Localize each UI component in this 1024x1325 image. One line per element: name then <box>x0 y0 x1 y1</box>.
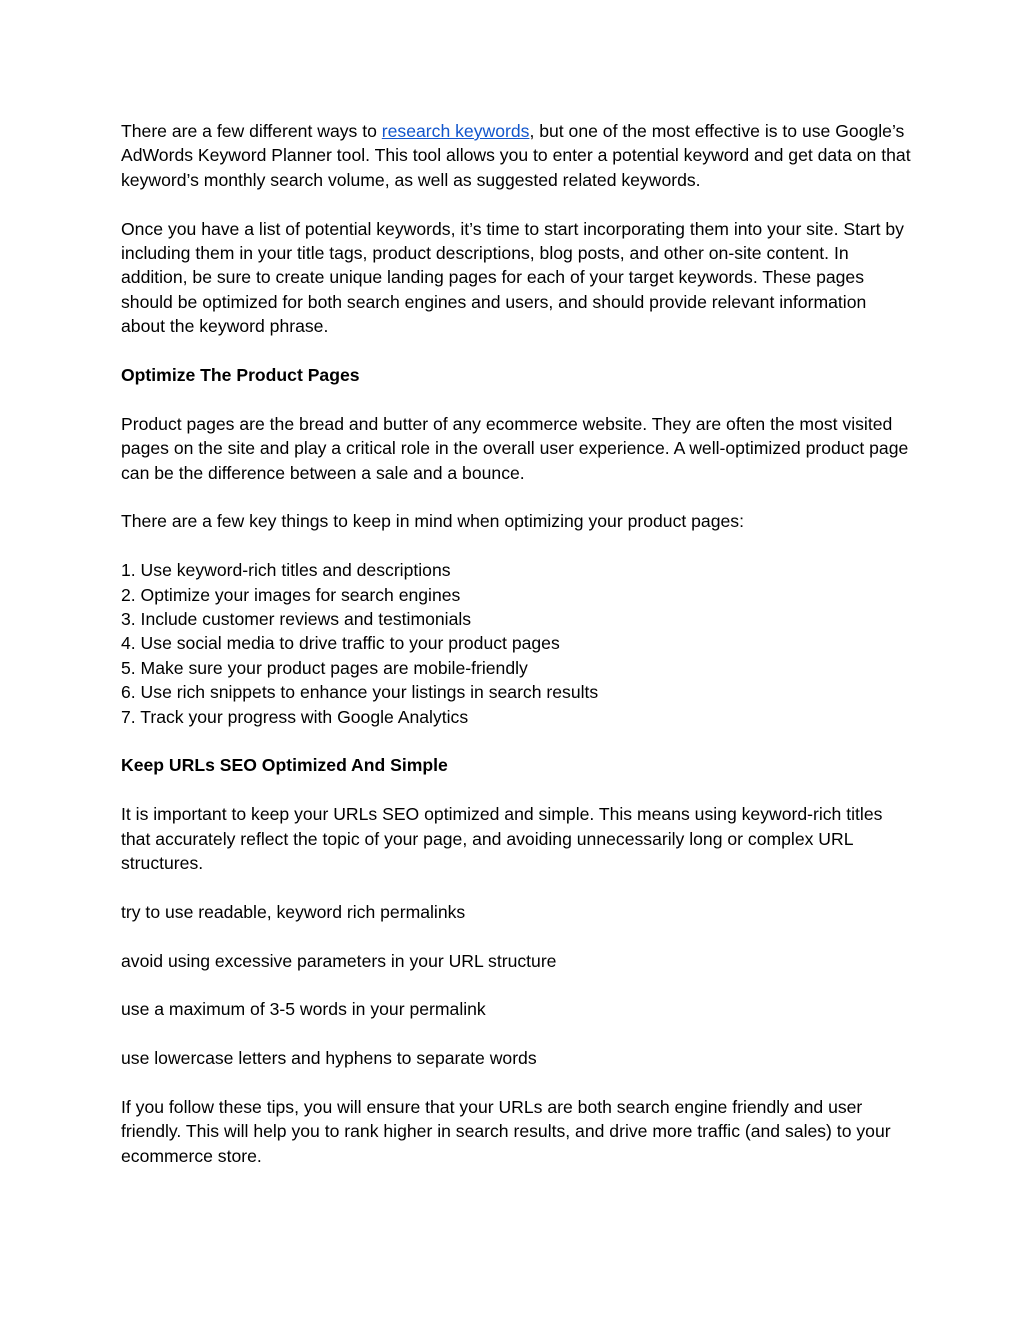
intro-paragraph <box>121 119 911 192</box>
urls-paragraph: It is important to keep your URLs SEO optimized and simple. This means using keyword-rich titles that accurately reflect the topic of your page, and avoiding unnecessarily long or complex URL structures. <box>121 804 883 874</box>
list-item: 6. Use rich snippets to enhance your listings in search results <box>121 682 599 703</box>
key-things-paragraph: There are a few key things to keep in mind when optimizing your product pages: <box>121 511 744 532</box>
tip-avoid-parameters: avoid using excessive parameters in your URL structure <box>121 950 557 971</box>
numbered-list <box>121 558 911 729</box>
list-item: 1. Use keyword-rich titles and descriptions <box>121 560 451 581</box>
list-item: 2. Optimize your images for search engines <box>121 584 461 605</box>
intro-text-after-link: , but one of the most effective is to use Google’s AdWords Keyword Planner tool. This tool allows you to enter a potential keyword and get data on that keyword’s monthly search volume, as well as suggested related keywords. <box>121 121 911 190</box>
closing-paragraph: If you follow these tips, you will ensure that your URLs are both search engine friendly and user friendly. This will help you to rank higher in search results, and drive more traffic (and sales) to your ecommerce store. <box>121 1097 891 1166</box>
research-keywords-link[interactable]: research keywords <box>381 121 530 141</box>
document-page <box>121 119 911 1168</box>
tip-max-words: use a maximum of 3-5 words in your permalink <box>121 999 486 1020</box>
list-item: 4. Use social media to drive traffic to your product pages <box>121 633 560 654</box>
product-pages-paragraph: Product pages are the bread and butter of any ecommerce website. They are often the most visited pages on the site and play a critical role in the overall user experience. A well-optimized product page can be the difference between a sale and a bounce. <box>121 413 909 483</box>
list-item: 3. Include customer reviews and testimonials <box>121 609 472 630</box>
keywords-paragraph: Once you have a list of potential keywords, it’s time to start incorporating them into your site. Start by including them in your title tags, product descriptions, blog posts, and other on-site content. In addition, be sure to create unique landing pages for each of your target keywords. These pages should be optimized for both search engines and users, and should provide relevant information about the keyword phrase. <box>121 218 904 337</box>
section-heading-product-pages: Optimize The Product Pages <box>121 365 360 386</box>
section-heading-urls: Keep URLs SEO Optimized And Simple <box>121 755 448 776</box>
list-item: 5. Make sure your product pages are mobile-friendly <box>121 657 528 678</box>
tip-lowercase-hyphens: use lowercase letters and hyphens to separate words <box>121 1048 537 1069</box>
list-item: 7. Track your progress with Google Analytics <box>121 706 469 727</box>
tip-readable-permalinks: try to use readable, keyword rich permalinks <box>121 901 466 922</box>
intro-text-before-link: There are a few different ways to <box>121 121 382 141</box>
